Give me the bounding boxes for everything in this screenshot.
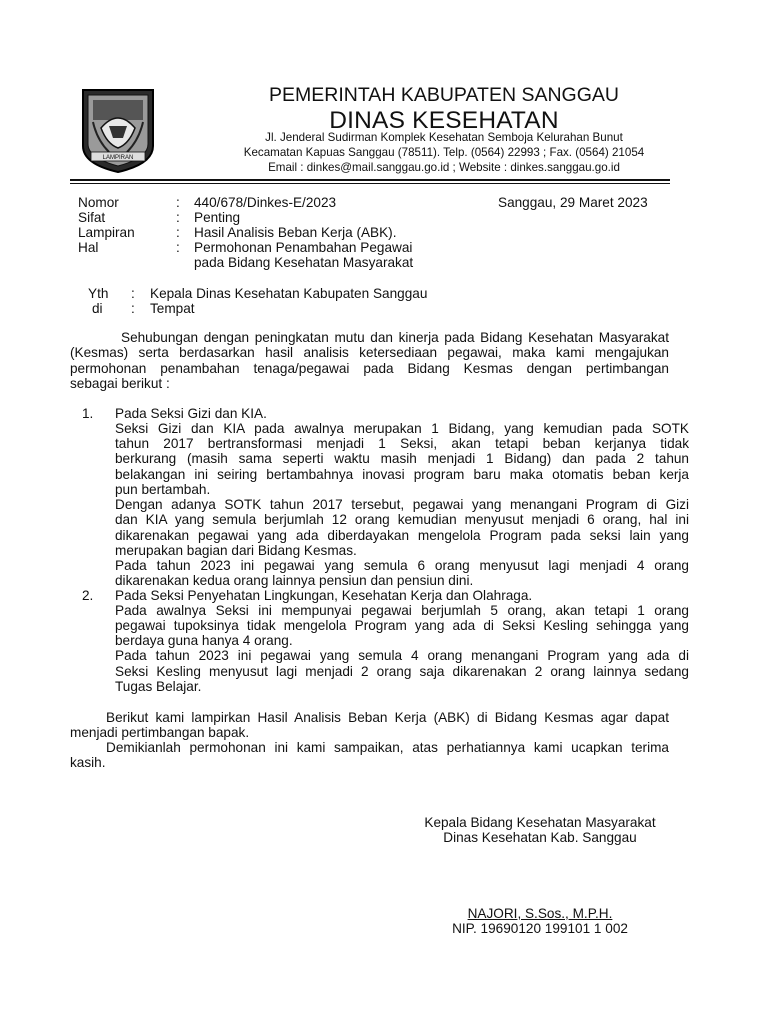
closing-line: menjadi pertimbangan bapak. (70, 725, 250, 740)
item-line: pegawai tupoksinya tidak mengelola Program yang ada di Seksi Kesling sehingga yang (115, 618, 689, 633)
header-rule-thin (70, 183, 670, 184)
lampiran-label: Lampiran (78, 225, 135, 240)
letterhead-government: PEMERINTAH KABUPATEN SANGGAU (269, 84, 619, 106)
di-label: di (92, 301, 103, 316)
hal-label: Hal (78, 240, 99, 255)
letterhead-address-line: Jl. Jenderal Sudirman Komplek Kesehatan Semboja Kelurahan Bunut (265, 131, 623, 144)
signatory-title: Kepala Bidang Kesehatan Masyarakat (424, 815, 656, 830)
colon: : (131, 286, 135, 301)
item-line: merupakan bagian dari Bidang Kesmas. (115, 543, 357, 558)
letterhead-agency: DINAS KESEHATAN (329, 107, 559, 134)
letterhead-contact-line: Kecamatan Kapuas Sanggau (78511). Telp. (0564) 22993 ; Fax. (0564) 21054 (243, 146, 645, 159)
recipient-place: Tempat (150, 301, 195, 316)
hal-value-line: Permohonan Penambahan Pegawai (194, 240, 413, 255)
item-line: tahun 2017 bertransformasi menjadi 1 Seksi, akan tetapi beban kerjanya tidak (115, 436, 689, 451)
item-number: 2. (82, 588, 94, 603)
item-line: dikarenakan pegawai yang ada diberdayakan mengelola Program pada seksi lain yang (115, 528, 689, 543)
closing-line: Demikianlah permohonan ini kami sampaikan, atas perhatiannya kami ucapkan terima (106, 740, 669, 755)
item-line: berkurang (masih sama seperti waktu masih menjadi 1 Bidang) dan pada 2 tahun (115, 451, 689, 466)
hal-value-line: pada Bidang Kesehatan Masyarakat (194, 255, 414, 270)
item-line: Pada tahun 2023 ini pegawai yang semula 6 orang menyusut lagi menjadi 4 orang (115, 558, 689, 573)
item-line: Tugas Belajar. (115, 679, 202, 694)
item-line: pun bertambah. (115, 482, 211, 497)
nomor-value: 440/678/Dinkes-E/2023 (194, 195, 337, 210)
colon: : (176, 240, 180, 255)
emblem-banner-text: LAMPIRAN (102, 155, 134, 161)
item-line: dan KIA yang semula berjumlah 12 orang kemudian menyusut menjadi 6 orang, hal ini (115, 512, 689, 527)
colon: : (176, 225, 180, 240)
sifat-label: Sifat (78, 210, 106, 225)
signatory-nip: NIP. 19690120 199101 1 002 (452, 921, 628, 936)
yth-label: Yth (88, 286, 109, 301)
item-line: berdaya guna hanya 4 orang. (115, 633, 293, 648)
nomor-label: Nomor (78, 195, 119, 210)
item-line: Seksi Gizi dan KIA pada awalnya merupakan 1 Bidang, yang kemudian pada SOTK (115, 421, 689, 436)
intro-line: permohonan penambahan tenaga/pegawai pada Bidang Kesmas dengan pertimbangan (70, 361, 669, 376)
regency-emblem-logo (79, 86, 157, 174)
item-line: Dengan adanya SOTK tahun 2017 tersebut, pegawai yang menangani Program di Gizi (115, 497, 689, 512)
closing-line: Berikut kami lampirkan Hasil Analisis Beban Kerja (ABK) di Bidang Kesmas agar dapat (106, 710, 669, 725)
intro-line: sebagai berikut : (70, 376, 170, 391)
item-line: dikarenakan kedua orang lainnya pensiun dan pensiun dini. (115, 573, 474, 588)
colon: : (176, 195, 180, 210)
recipient-name: Kepala Dinas Kesehatan Kabupaten Sanggau (150, 286, 428, 301)
sifat-value: Penting (194, 210, 241, 225)
letter-date: Sanggau, 29 Maret 2023 (498, 195, 648, 210)
letterhead-email-line: Email : dinkes@mail.sanggau.go.id ; Website : dinkes.sanggau.go.id (268, 161, 620, 174)
item-line: Pada tahun 2023 ini pegawai yang semula 4 orang menangani Program yang ada di (115, 648, 689, 663)
colon: : (131, 301, 135, 316)
item-line: Seksi Kesling menyusut lagi menjadi 2 orang saja dikarenakan 2 orang lainnya sedang (115, 664, 689, 679)
header-rule-thick (70, 179, 670, 181)
item-number: 1. (82, 406, 94, 421)
lampiran-value: Hasil Analisis Beban Kerja (ABK). (194, 225, 397, 240)
intro-line: Sehubungan dengan peningkatan mutu dan kinerja pada Bidang Kesehatan Masyarakat (121, 330, 669, 345)
signatory-name: NAJORI, S.Sos., M.P.H. (467, 906, 613, 921)
item-line: belakangan ini seiring bertambahnya inovasi program baru maka otomatis beban kerja (115, 467, 689, 482)
item-title: Pada Seksi Penyehatan Lingkungan, Kesehatan Kerja dan Olahraga. (115, 588, 533, 603)
signatory-office: Dinas Kesehatan Kab. Sanggau (443, 830, 637, 845)
colon: : (176, 210, 180, 225)
item-line: Pada awalnya Seksi ini mempunyai pegawai berjumlah 5 orang, akan tetapi 1 orang (115, 603, 689, 618)
item-title: Pada Seksi Gizi dan KIA. (115, 406, 267, 421)
intro-line: (Kesmas) serta berdasarkan hasil analisis ketersediaan pegawai, maka kami mengajukan (70, 345, 669, 360)
closing-line: kasih. (70, 755, 106, 770)
